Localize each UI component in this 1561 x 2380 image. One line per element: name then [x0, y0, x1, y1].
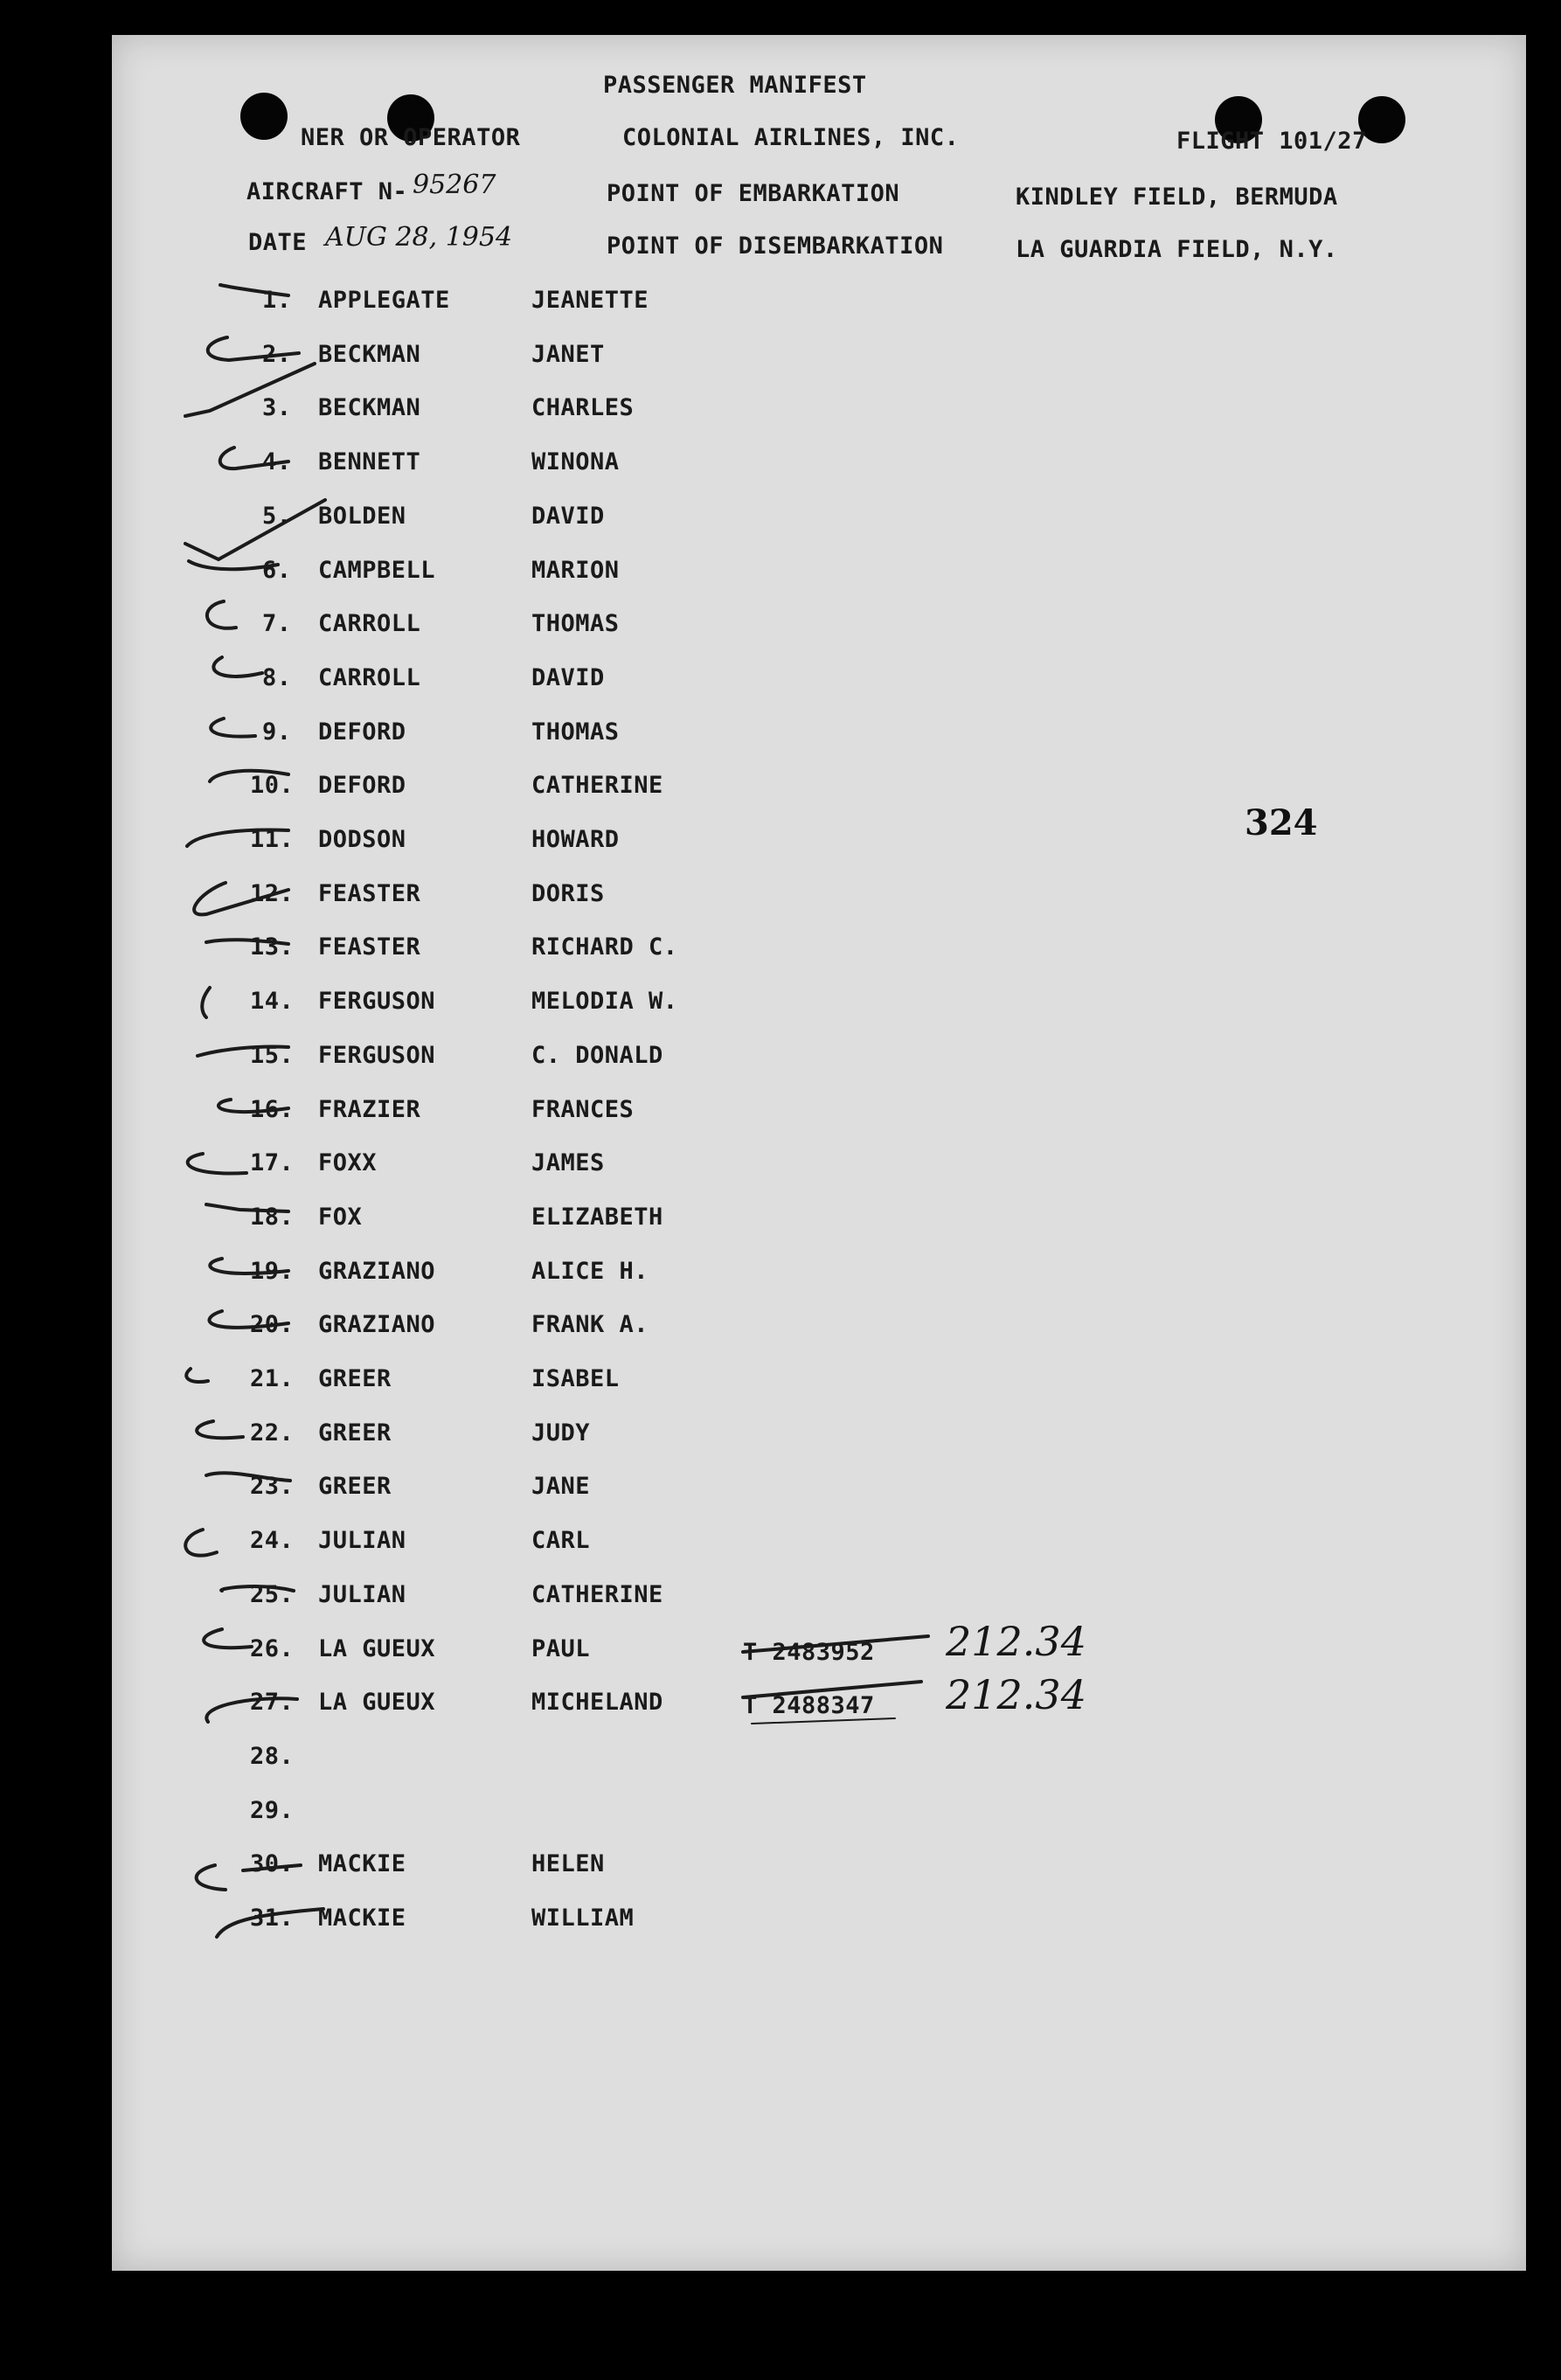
ticket-number: T 2483952 — [743, 1639, 875, 1666]
passenger-first-name: JUDY — [531, 1419, 591, 1447]
row-number: 23. — [250, 1473, 295, 1500]
passenger-last-name: GRAZIANO — [318, 1311, 436, 1338]
passenger-last-name: DEFORD — [318, 772, 406, 799]
fare-amount: 212.34 — [946, 1671, 1086, 1718]
passenger-first-name: DAVID — [531, 664, 605, 691]
passenger-last-name: LA GUEUX — [318, 1635, 436, 1662]
punch-hole-left — [240, 93, 288, 140]
passenger-last-name: CAMPBELL — [318, 557, 436, 584]
passenger-first-name: ISABEL — [531, 1365, 620, 1392]
passenger-last-name: DEFORD — [318, 718, 406, 746]
date-value: AUG 28, 1954 — [325, 222, 513, 253]
row-number: 8. — [262, 664, 292, 691]
passenger-first-name: FRANCES — [531, 1096, 635, 1123]
passenger-last-name: LA GUEUX — [318, 1689, 436, 1716]
passenger-last-name: BENNETT — [318, 448, 421, 475]
disembarkation-label: POINT OF DISEMBARKATION — [607, 232, 944, 260]
row-number: 15. — [250, 1042, 295, 1069]
row-number: 24. — [250, 1527, 295, 1554]
passenger-first-name: HOWARD — [531, 826, 620, 853]
embarkation-place: KINDLEY FIELD, BERMUDA — [1016, 184, 1338, 211]
passenger-last-name: MACKIE — [318, 1905, 406, 1932]
passenger-first-name: CATHERINE — [531, 1581, 663, 1608]
passenger-first-name: JEANETTE — [531, 287, 649, 314]
manifest-title: PASSENGER MANIFEST — [603, 72, 867, 99]
aircraft-number: 95267 — [413, 170, 496, 200]
passenger-last-name: GREER — [318, 1419, 392, 1447]
row-number: 5. — [262, 503, 292, 530]
fare-amount: 212.34 — [946, 1618, 1086, 1665]
passenger-first-name: DAVID — [531, 503, 605, 530]
passenger-last-name: GREER — [318, 1365, 392, 1392]
passenger-first-name: FRANK A. — [531, 1311, 649, 1338]
passenger-last-name: APPLEGATE — [318, 287, 450, 314]
row-number: 1. — [262, 287, 292, 314]
owner-label: NER OR OPERATOR — [301, 124, 521, 151]
page-number: 324 — [1245, 802, 1318, 843]
row-number: 18. — [250, 1204, 295, 1231]
row-number: 4. — [262, 448, 292, 475]
passenger-first-name: CHARLES — [531, 394, 635, 421]
passenger-last-name: FOXX — [318, 1149, 378, 1176]
passenger-last-name: GREER — [318, 1473, 392, 1500]
row-number: 10. — [250, 772, 295, 799]
passenger-last-name: FOX — [318, 1204, 363, 1231]
passenger-first-name: ELIZABETH — [531, 1204, 663, 1231]
passenger-last-name: BOLDEN — [318, 503, 406, 530]
aircraft-label: AIRCRAFT N- — [246, 178, 408, 205]
row-number: 26. — [250, 1635, 295, 1662]
row-number: 7. — [262, 610, 292, 637]
passenger-first-name: MELODIA W. — [531, 988, 678, 1015]
passenger-first-name: WINONA — [531, 448, 620, 475]
row-number: 29. — [250, 1797, 295, 1824]
passenger-first-name: CARL — [531, 1527, 591, 1554]
passenger-last-name: FEASTER — [318, 880, 421, 907]
passenger-first-name: C. DONALD — [531, 1042, 663, 1069]
passenger-first-name: THOMAS — [531, 718, 620, 746]
passenger-first-name: RICHARD C. — [531, 933, 678, 961]
date-label: DATE — [248, 229, 308, 256]
passenger-first-name: THOMAS — [531, 610, 620, 637]
passenger-last-name: GRAZIANO — [318, 1258, 436, 1285]
row-number: 19. — [250, 1258, 295, 1285]
row-number: 12. — [250, 880, 295, 907]
passenger-last-name: JULIAN — [318, 1527, 406, 1554]
embarkation-label: POINT OF EMBARKATION — [607, 180, 900, 207]
row-number: 21. — [250, 1365, 295, 1392]
passenger-first-name: HELEN — [531, 1850, 605, 1877]
passenger-last-name: MACKIE — [318, 1850, 406, 1877]
passenger-first-name: WILLIAM — [531, 1905, 635, 1932]
passenger-last-name: JULIAN — [318, 1581, 406, 1608]
passenger-first-name: JAMES — [531, 1149, 605, 1176]
row-number: 27. — [250, 1689, 295, 1716]
row-number: 28. — [250, 1743, 295, 1770]
passenger-last-name: BECKMAN — [318, 394, 421, 421]
row-number: 25. — [250, 1581, 295, 1608]
row-number: 2. — [262, 341, 292, 368]
passenger-first-name: MICHELAND — [531, 1689, 663, 1716]
passenger-first-name: CATHERINE — [531, 772, 663, 799]
row-number: 13. — [250, 933, 295, 961]
disembarkation-place: LA GUARDIA FIELD, N.Y. — [1016, 236, 1338, 263]
row-number: 20. — [250, 1311, 295, 1338]
passenger-last-name: CARROLL — [318, 664, 421, 691]
row-number: 11. — [250, 826, 295, 853]
passenger-last-name: FRAZIER — [318, 1096, 421, 1123]
passenger-last-name: FEASTER — [318, 933, 421, 961]
passenger-first-name: DORIS — [531, 880, 605, 907]
passenger-last-name: CARROLL — [318, 610, 421, 637]
passenger-last-name: FERGUSON — [318, 988, 436, 1015]
row-number: 3. — [262, 394, 292, 421]
passenger-first-name: JANET — [531, 341, 605, 368]
passenger-first-name: MARION — [531, 557, 620, 584]
row-number: 17. — [250, 1149, 295, 1176]
ticket-number: T 2488347 — [743, 1692, 875, 1719]
passenger-first-name: PAUL — [531, 1635, 591, 1662]
row-number: 16. — [250, 1096, 295, 1123]
row-number: 6. — [262, 557, 292, 584]
row-number: 9. — [262, 718, 292, 746]
passenger-last-name: FERGUSON — [318, 1042, 436, 1069]
passenger-last-name: DODSON — [318, 826, 406, 853]
passenger-first-name: JANE — [531, 1473, 591, 1500]
row-number: 14. — [250, 988, 295, 1015]
row-number: 31. — [250, 1905, 295, 1932]
row-number: 30. — [250, 1850, 295, 1877]
passenger-last-name: BECKMAN — [318, 341, 421, 368]
airline-name: COLONIAL AIRLINES, INC. — [622, 124, 960, 151]
passenger-first-name: ALICE H. — [531, 1258, 649, 1285]
flight-number: FLIGHT 101/27 — [1176, 128, 1367, 155]
row-number: 22. — [250, 1419, 295, 1447]
